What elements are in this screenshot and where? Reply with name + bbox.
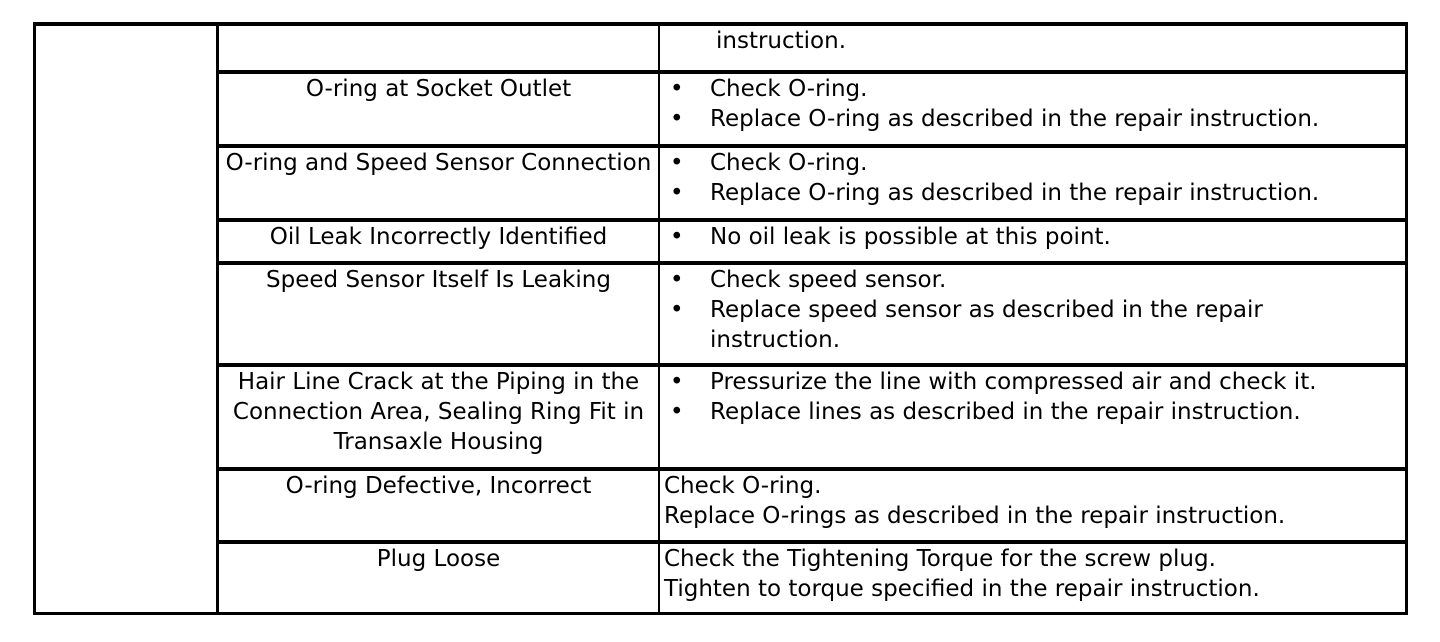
remedy-cell xyxy=(659,72,1405,146)
remedy-text: Replace O-ring as described in the repair instruction. xyxy=(710,180,1320,206)
table-row xyxy=(219,26,1405,72)
remedy-cell xyxy=(659,542,1405,612)
remedy-text: Check speed sensor. xyxy=(710,267,947,293)
cause-cell: Speed Sensor Itself Is Leaking xyxy=(219,263,659,365)
cause-cell: O-ring Defective, Incorrect xyxy=(219,469,659,542)
cause-cell: Hair Line Crack at the Piping in the Connection Area, Sealing Ring Fit in Transaxle Housing xyxy=(219,365,659,469)
remedy-list xyxy=(664,74,1401,134)
remedy-list xyxy=(664,265,1401,355)
remedy-line: Check the Tightening Torque for the screw plug. xyxy=(664,546,1216,572)
table-row xyxy=(219,542,1405,612)
list-item xyxy=(664,397,1401,427)
troubleshooting-table-frame xyxy=(33,22,1408,615)
remedy-text: No oil leak is possible at this point. xyxy=(710,224,1111,250)
fault-remedy-table xyxy=(219,26,1405,612)
remedy-list xyxy=(664,367,1401,427)
list-item xyxy=(664,104,1401,134)
bullet-icon: • xyxy=(670,224,684,250)
remedy-text: Check O-ring. xyxy=(710,150,868,176)
remedy-cell xyxy=(659,146,1405,220)
remedy-line: Replace O-rings as described in the repair instruction. xyxy=(664,503,1286,529)
table-row xyxy=(219,220,1405,263)
list-item xyxy=(664,295,1401,355)
cause-cell: O-ring at Socket Outlet xyxy=(219,72,659,146)
remedy-text: Replace O-ring as described in the repair instruction. xyxy=(710,106,1320,132)
remedy-list xyxy=(664,222,1401,252)
table-row xyxy=(219,146,1405,220)
list-item xyxy=(664,222,1401,252)
remedy-text: Pressurize the line with compressed air and check it. xyxy=(710,369,1317,395)
list-item xyxy=(664,178,1401,208)
bullet-icon: • xyxy=(670,150,684,176)
bullet-icon: • xyxy=(670,106,684,132)
bullet-icon: • xyxy=(670,267,684,293)
remedy-line: Tighten to torque specified in the repair instruction. xyxy=(664,576,1260,602)
list-item xyxy=(664,74,1401,104)
bullet-icon: • xyxy=(670,369,684,395)
table-row xyxy=(219,365,1405,469)
cause-cell: Oil Leak Incorrectly Identified xyxy=(219,220,659,263)
remedy-cell xyxy=(659,469,1405,542)
remedy-cell xyxy=(659,220,1405,263)
remedy-continuation: instruction. xyxy=(716,28,847,54)
list-item xyxy=(664,367,1401,397)
list-item xyxy=(664,265,1401,295)
remedy-text: Replace speed sensor as described in the repair instruction. xyxy=(710,297,1263,353)
remedy-cell xyxy=(659,263,1405,365)
remedy-cell xyxy=(659,26,1405,72)
list-item xyxy=(664,148,1401,178)
cause-cell xyxy=(219,26,659,72)
table-row xyxy=(219,263,1405,365)
bullet-icon: • xyxy=(670,180,684,206)
empty-category-column xyxy=(36,26,219,612)
bullet-icon: • xyxy=(670,297,684,323)
remedy-cell xyxy=(659,365,1405,469)
remedy-line: Check O-ring. xyxy=(664,473,822,499)
remedy-text: Check O-ring. xyxy=(710,76,868,102)
remedy-text: Replace lines as described in the repair instruction. xyxy=(710,399,1301,425)
bullet-icon: • xyxy=(670,399,684,425)
cause-cell: Plug Loose xyxy=(219,542,659,612)
table-row xyxy=(219,469,1405,542)
bullet-icon: • xyxy=(670,76,684,102)
remedy-list xyxy=(664,148,1401,208)
table-row xyxy=(219,72,1405,146)
cause-cell: O-ring and Speed Sensor Connection xyxy=(219,146,659,220)
